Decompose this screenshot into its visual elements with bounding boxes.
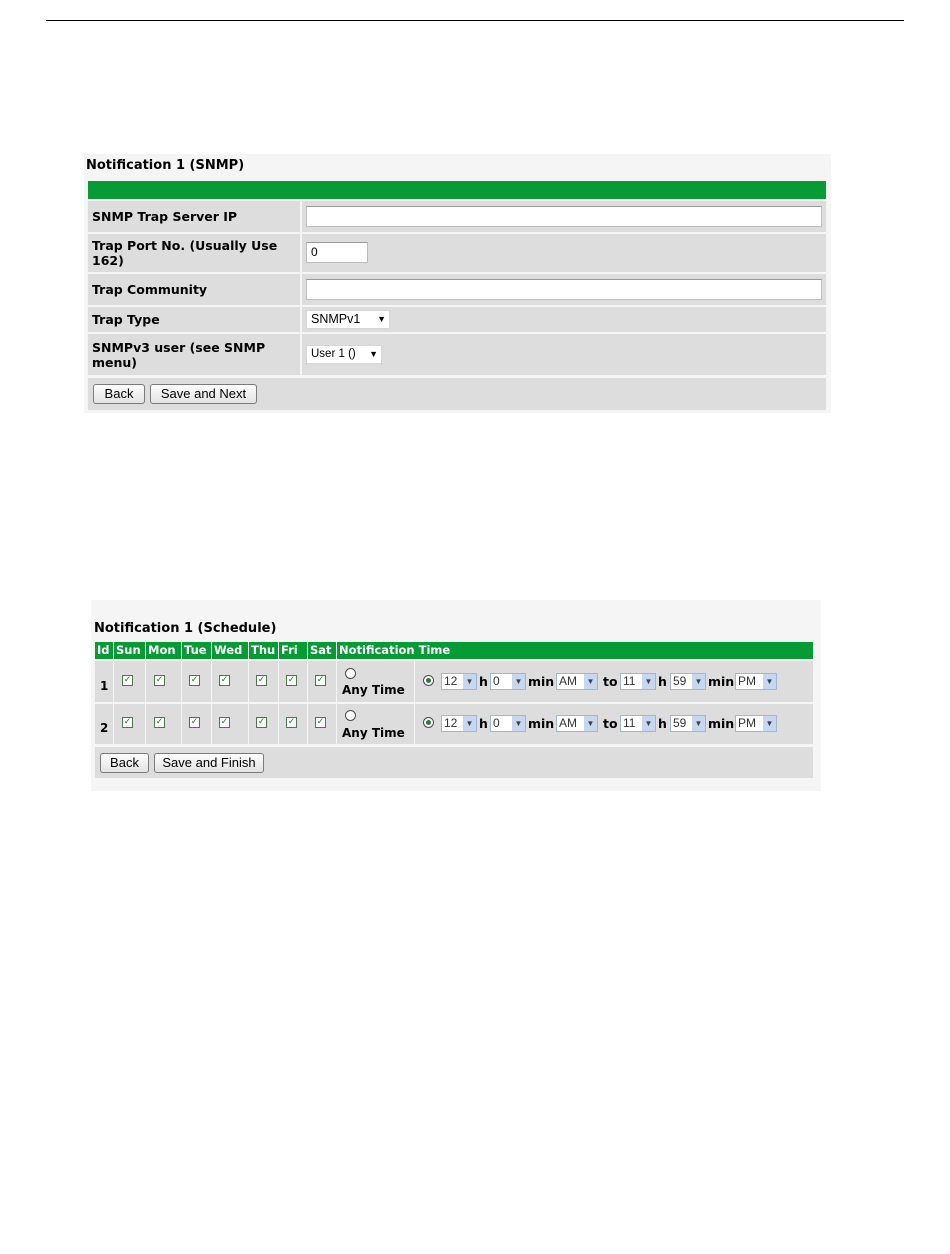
thu-checkbox[interactable]: ✓ bbox=[257, 717, 266, 727]
chevron-down-icon: ▼ bbox=[463, 674, 476, 689]
trap-type-select[interactable] bbox=[306, 310, 390, 329]
fri-checkbox[interactable]: ✓ bbox=[287, 675, 296, 685]
any-time-cell bbox=[337, 661, 414, 702]
snmp-panel-title: Notification 1 (SNMP) bbox=[86, 158, 245, 173]
from-ampm-select[interactable] bbox=[556, 673, 598, 690]
snmpv3-user-label: SNMPv3 user (see SNMP menu) bbox=[88, 334, 300, 375]
save-and-finish-button[interactable]: Save and Finish bbox=[154, 753, 264, 773]
schedule-panel bbox=[91, 600, 821, 791]
snmp-button-row bbox=[88, 378, 826, 410]
time-range-radio[interactable] bbox=[423, 675, 434, 686]
header-mon: Mon bbox=[146, 642, 181, 659]
hour-unit-label: h bbox=[479, 674, 488, 689]
time-range-cell bbox=[415, 704, 813, 744]
row-id bbox=[95, 704, 113, 744]
trap-community-row bbox=[88, 274, 826, 305]
to-minute-select[interactable] bbox=[670, 673, 706, 690]
snmpv3-user-row bbox=[88, 334, 826, 375]
chevron-down-icon: ▼ bbox=[377, 314, 386, 324]
chevron-down-icon: ▼ bbox=[642, 716, 655, 731]
header-id: Id bbox=[95, 642, 113, 659]
save-and-next-button[interactable]: Save and Next bbox=[150, 384, 257, 404]
to-minute-value: 59 bbox=[673, 716, 687, 730]
any-time-radio[interactable] bbox=[345, 710, 356, 721]
from-hour-select[interactable] bbox=[441, 715, 477, 732]
hour-unit-label: h bbox=[479, 716, 488, 731]
sat-checkbox[interactable]: ✓ bbox=[316, 717, 325, 727]
hour-unit-label: h bbox=[658, 716, 667, 731]
tue-checkbox[interactable]: ✓ bbox=[190, 675, 199, 685]
trap-type-label: Trap Type bbox=[88, 307, 300, 332]
to-ampm-value: PM bbox=[738, 674, 756, 688]
sun-checkbox[interactable]: ✓ bbox=[123, 717, 132, 727]
mon-checkbox[interactable]: ✓ bbox=[155, 675, 164, 685]
schedule-button-row bbox=[95, 747, 813, 778]
trap-community-label: Trap Community bbox=[88, 274, 300, 305]
trap-port-row bbox=[88, 234, 826, 272]
trap-type-row bbox=[88, 307, 826, 332]
server-ip-input[interactable] bbox=[306, 206, 822, 227]
from-ampm-value: AM bbox=[559, 716, 577, 730]
from-hour-select[interactable] bbox=[441, 673, 477, 690]
from-hour-value: 12 bbox=[444, 674, 458, 688]
snmp-notification-panel bbox=[84, 154, 831, 413]
minute-unit-label: min bbox=[708, 674, 735, 689]
header-notification-time: Notification Time bbox=[337, 642, 813, 659]
chevron-down-icon: ▼ bbox=[584, 716, 597, 731]
header-sat: Sat bbox=[308, 642, 336, 659]
from-ampm-value: AM bbox=[559, 674, 577, 688]
chevron-down-icon: ▼ bbox=[369, 349, 378, 359]
to-ampm-select[interactable] bbox=[735, 673, 777, 690]
from-hour-value: 12 bbox=[444, 716, 458, 730]
chevron-down-icon: ▼ bbox=[763, 674, 776, 689]
from-minute-value: 0 bbox=[493, 716, 500, 730]
any-time-label: Any Time bbox=[342, 726, 405, 740]
minute-unit-label: min bbox=[708, 716, 735, 731]
mon-checkbox[interactable]: ✓ bbox=[155, 717, 164, 727]
wed-checkbox[interactable]: ✓ bbox=[220, 675, 229, 685]
chevron-down-icon: ▼ bbox=[763, 716, 776, 731]
minute-unit-label: min bbox=[528, 674, 555, 689]
sat-checkbox[interactable]: ✓ bbox=[316, 675, 325, 685]
to-minute-value: 59 bbox=[673, 674, 687, 688]
from-minute-value: 0 bbox=[493, 674, 500, 688]
any-time-radio[interactable] bbox=[345, 668, 356, 679]
row-id-text: 1 bbox=[100, 679, 109, 693]
trap-type-value: SNMPv1 bbox=[311, 312, 361, 326]
snmpv3-user-select[interactable] bbox=[306, 345, 382, 364]
hour-unit-label: h bbox=[658, 674, 667, 689]
back-button[interactable]: Back bbox=[100, 753, 149, 773]
to-hour-select[interactable] bbox=[620, 715, 656, 732]
header-thu: Thu bbox=[249, 642, 278, 659]
wed-checkbox[interactable]: ✓ bbox=[220, 717, 229, 727]
header-wed: Wed bbox=[212, 642, 248, 659]
chevron-down-icon: ▼ bbox=[463, 716, 476, 731]
time-range-radio[interactable] bbox=[423, 717, 434, 728]
server-ip-label: SNMP Trap Server IP bbox=[88, 201, 300, 232]
to-hour-value: 11 bbox=[623, 674, 636, 688]
from-minute-select[interactable] bbox=[490, 715, 526, 732]
to-ampm-select[interactable] bbox=[735, 715, 777, 732]
snmpv3-user-value: User 1 () bbox=[311, 348, 356, 360]
row-id bbox=[95, 661, 113, 702]
sun-checkbox[interactable]: ✓ bbox=[123, 675, 132, 685]
minute-unit-label: min bbox=[528, 716, 555, 731]
header-sun: Sun bbox=[114, 642, 145, 659]
snmp-header-bar bbox=[88, 181, 826, 199]
header-fri: Fri bbox=[279, 642, 307, 659]
to-hour-value: 11 bbox=[623, 716, 636, 730]
header-tue: Tue bbox=[182, 642, 211, 659]
chevron-down-icon: ▼ bbox=[512, 716, 525, 731]
chevron-down-icon: ▼ bbox=[584, 674, 597, 689]
fri-checkbox[interactable]: ✓ bbox=[287, 717, 296, 727]
any-time-label: Any Time bbox=[342, 683, 405, 697]
page-top-rule bbox=[46, 20, 904, 21]
chevron-down-icon: ▼ bbox=[692, 674, 705, 689]
trap-port-label: Trap Port No. (Usually Use 162) bbox=[88, 234, 300, 272]
to-label: to bbox=[603, 674, 618, 689]
chevron-down-icon: ▼ bbox=[692, 716, 705, 731]
row-id-text: 2 bbox=[100, 721, 109, 735]
server-ip-row bbox=[88, 201, 826, 232]
schedule-panel-title: Notification 1 (Schedule) bbox=[94, 621, 277, 636]
time-range-cell bbox=[415, 661, 813, 702]
trap-community-input[interactable] bbox=[306, 279, 822, 300]
thu-checkbox[interactable]: ✓ bbox=[257, 675, 266, 685]
to-label: to bbox=[603, 716, 618, 731]
tue-checkbox[interactable]: ✓ bbox=[190, 717, 199, 727]
to-minute-select[interactable] bbox=[670, 715, 706, 732]
trap-port-input[interactable]: 0 bbox=[306, 242, 368, 263]
from-minute-select[interactable] bbox=[490, 673, 526, 690]
to-ampm-value: PM bbox=[738, 716, 756, 730]
back-button[interactable]: Back bbox=[93, 384, 145, 404]
any-time-cell bbox=[337, 704, 414, 744]
to-hour-select[interactable] bbox=[620, 673, 656, 690]
chevron-down-icon: ▼ bbox=[642, 674, 655, 689]
from-ampm-select[interactable] bbox=[556, 715, 598, 732]
chevron-down-icon: ▼ bbox=[512, 674, 525, 689]
